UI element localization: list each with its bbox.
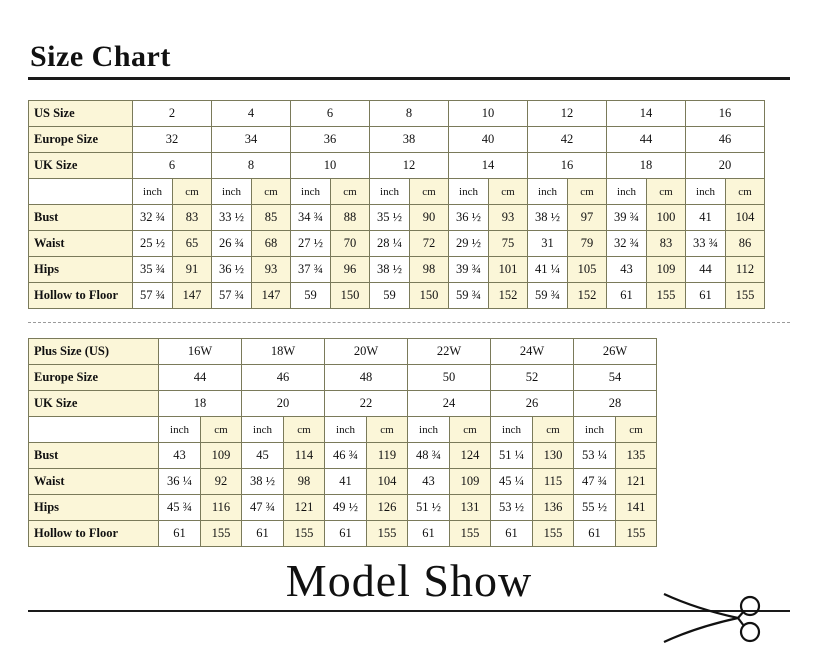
table-row <box>29 469 657 495</box>
measure-cm: 155 <box>647 283 686 309</box>
measure-inch: 61 <box>325 521 367 547</box>
table-row <box>29 283 765 309</box>
unit-row-label <box>29 417 159 443</box>
measure-inch: 41 ¼ <box>528 257 568 283</box>
measure-inch: 38 ½ <box>370 257 410 283</box>
measure-cm: 105 <box>568 257 607 283</box>
row-label: UK Size <box>29 391 159 417</box>
measure-cm: 115 <box>533 469 574 495</box>
unit-header: inch <box>408 417 450 443</box>
unit-header: inch <box>212 179 252 205</box>
size-value: 24 <box>408 391 491 417</box>
size-value: 6 <box>291 101 370 127</box>
size-value: 14 <box>607 101 686 127</box>
measure-inch: 59 <box>370 283 410 309</box>
measure-inch: 37 ¾ <box>291 257 331 283</box>
measure-inch: 38 ½ <box>528 205 568 231</box>
unit-header: cm <box>410 179 449 205</box>
row-label: Bust <box>29 205 133 231</box>
size-value: 36 <box>291 127 370 153</box>
table-row <box>29 153 765 179</box>
measure-cm: 109 <box>201 443 242 469</box>
size-value: 42 <box>528 127 607 153</box>
unit-header: cm <box>489 179 528 205</box>
measure-cm: 68 <box>252 231 291 257</box>
measure-cm: 86 <box>726 231 765 257</box>
measure-cm: 114 <box>284 443 325 469</box>
size-value: 44 <box>159 365 242 391</box>
measure-inch: 33 ¾ <box>686 231 726 257</box>
unit-header: inch <box>574 417 616 443</box>
measure-cm: 90 <box>410 205 449 231</box>
measure-cm: 98 <box>284 469 325 495</box>
measure-cm: 152 <box>489 283 528 309</box>
measure-cm: 116 <box>201 495 242 521</box>
table-row <box>29 521 657 547</box>
measure-inch: 53 ¼ <box>574 443 616 469</box>
unit-header: cm <box>568 179 607 205</box>
measure-inch: 34 ¾ <box>291 205 331 231</box>
unit-header: cm <box>367 417 408 443</box>
measure-cm: 155 <box>616 521 657 547</box>
measure-inch: 28 ¼ <box>370 231 410 257</box>
measure-inch: 36 ¼ <box>159 469 201 495</box>
table-row-units <box>29 417 657 443</box>
measure-cm: 147 <box>173 283 212 309</box>
row-label: UK Size <box>29 153 133 179</box>
size-value: 18 <box>607 153 686 179</box>
measure-cm: 126 <box>367 495 408 521</box>
measure-inch: 45 <box>242 443 284 469</box>
measure-cm: 131 <box>450 495 491 521</box>
measure-inch: 57 ¾ <box>133 283 173 309</box>
measure-cm: 93 <box>252 257 291 283</box>
measure-inch: 44 <box>686 257 726 283</box>
unit-header: cm <box>201 417 242 443</box>
measure-cm: 83 <box>173 205 212 231</box>
measure-inch: 49 ½ <box>325 495 367 521</box>
model-show-title: Model Show <box>285 555 533 606</box>
measure-inch: 43 <box>408 469 450 495</box>
measure-inch: 43 <box>159 443 201 469</box>
measure-inch: 35 ¾ <box>133 257 173 283</box>
measure-cm: 155 <box>533 521 574 547</box>
size-value: 8 <box>212 153 291 179</box>
measure-cm: 147 <box>252 283 291 309</box>
size-value: 12 <box>528 101 607 127</box>
row-label: US Size <box>29 101 133 127</box>
measure-cm: 65 <box>173 231 212 257</box>
measure-inch: 53 ½ <box>491 495 533 521</box>
size-value: 26W <box>574 339 657 365</box>
measure-cm: 75 <box>489 231 528 257</box>
size-value: 16 <box>528 153 607 179</box>
size-value: 16 <box>686 101 765 127</box>
measure-inch: 41 <box>686 205 726 231</box>
measure-cm: 155 <box>367 521 408 547</box>
measure-inch: 27 ½ <box>291 231 331 257</box>
measure-inch: 61 <box>408 521 450 547</box>
unit-header: cm <box>616 417 657 443</box>
unit-header: inch <box>370 179 410 205</box>
row-label: Hips <box>29 495 159 521</box>
measure-cm: 85 <box>252 205 291 231</box>
size-value: 54 <box>574 365 657 391</box>
measure-inch: 47 ¾ <box>574 469 616 495</box>
measure-inch: 61 <box>607 283 647 309</box>
scissors-icon <box>660 586 770 650</box>
measure-inch: 45 ¾ <box>159 495 201 521</box>
table-row <box>29 205 765 231</box>
size-value: 46 <box>686 127 765 153</box>
plus-size-table <box>28 338 657 547</box>
measure-cm: 98 <box>410 257 449 283</box>
table-row <box>29 257 765 283</box>
row-label: Hollow to Floor <box>29 283 133 309</box>
unit-header: cm <box>331 179 370 205</box>
measure-inch: 36 ½ <box>212 257 252 283</box>
size-value: 14 <box>449 153 528 179</box>
measure-cm: 79 <box>568 231 607 257</box>
unit-header: inch <box>242 417 284 443</box>
standard-size-table-wrapper <box>28 100 764 309</box>
measure-cm: 70 <box>331 231 370 257</box>
measure-cm: 124 <box>450 443 491 469</box>
measure-cm: 93 <box>489 205 528 231</box>
measure-cm: 152 <box>568 283 607 309</box>
size-value: 50 <box>408 365 491 391</box>
measure-inch: 39 ¾ <box>607 205 647 231</box>
measure-cm: 135 <box>616 443 657 469</box>
measure-inch: 51 ½ <box>408 495 450 521</box>
unit-row-label <box>29 179 133 205</box>
table-row <box>29 443 657 469</box>
size-value: 8 <box>370 101 449 127</box>
measure-cm: 112 <box>726 257 765 283</box>
section-divider <box>28 322 790 323</box>
row-label: Hips <box>29 257 133 283</box>
size-value: 18 <box>159 391 242 417</box>
size-value: 10 <box>291 153 370 179</box>
table-row <box>29 101 765 127</box>
unit-header: inch <box>159 417 201 443</box>
measure-inch: 51 ¼ <box>491 443 533 469</box>
row-label: Europe Size <box>29 127 133 153</box>
row-label: Europe Size <box>29 365 159 391</box>
unit-header: cm <box>533 417 574 443</box>
measure-cm: 109 <box>450 469 491 495</box>
size-value: 4 <box>212 101 291 127</box>
measure-inch: 39 ¾ <box>449 257 489 283</box>
row-label: Bust <box>29 443 159 469</box>
measure-cm: 155 <box>284 521 325 547</box>
unit-header: inch <box>686 179 726 205</box>
measure-inch: 31 <box>528 231 568 257</box>
measure-inch: 35 ½ <box>370 205 410 231</box>
size-value: 48 <box>325 365 408 391</box>
row-label: Plus Size (US) <box>29 339 159 365</box>
measure-inch: 61 <box>574 521 616 547</box>
unit-header: cm <box>252 179 291 205</box>
size-value: 44 <box>607 127 686 153</box>
measure-inch: 55 ½ <box>574 495 616 521</box>
unit-header: cm <box>173 179 212 205</box>
unit-header: inch <box>133 179 173 205</box>
measure-cm: 91 <box>173 257 212 283</box>
measure-cm: 72 <box>410 231 449 257</box>
size-value: 20W <box>325 339 408 365</box>
table-row <box>29 339 657 365</box>
measure-inch: 29 ½ <box>449 231 489 257</box>
measure-cm: 101 <box>489 257 528 283</box>
measure-inch: 48 ¾ <box>408 443 450 469</box>
page-title: Size Chart <box>30 40 171 73</box>
unit-header: cm <box>726 179 765 205</box>
measure-cm: 96 <box>331 257 370 283</box>
unit-header: inch <box>528 179 568 205</box>
measure-inch: 45 ¼ <box>491 469 533 495</box>
unit-header: inch <box>449 179 489 205</box>
table-row <box>29 231 765 257</box>
measure-inch: 38 ½ <box>242 469 284 495</box>
size-value: 28 <box>574 391 657 417</box>
measure-cm: 150 <box>331 283 370 309</box>
title-block <box>28 40 790 80</box>
title-divider <box>28 77 790 80</box>
table-row <box>29 391 657 417</box>
measure-inch: 47 ¾ <box>242 495 284 521</box>
measure-inch: 26 ¾ <box>212 231 252 257</box>
measure-inch: 25 ½ <box>133 231 173 257</box>
size-value: 40 <box>449 127 528 153</box>
measure-cm: 88 <box>331 205 370 231</box>
measure-cm: 97 <box>568 205 607 231</box>
unit-header: cm <box>647 179 686 205</box>
measure-cm: 92 <box>201 469 242 495</box>
size-value: 6 <box>133 153 212 179</box>
measure-cm: 121 <box>616 469 657 495</box>
measure-cm: 141 <box>616 495 657 521</box>
measure-cm: 109 <box>647 257 686 283</box>
row-label: Waist <box>29 231 133 257</box>
size-value: 22W <box>408 339 491 365</box>
measure-inch: 43 <box>607 257 647 283</box>
measure-inch: 61 <box>159 521 201 547</box>
table-row <box>29 495 657 521</box>
row-label: Hollow to Floor <box>29 521 159 547</box>
measure-inch: 32 ¾ <box>607 231 647 257</box>
measure-cm: 150 <box>410 283 449 309</box>
measure-inch: 61 <box>242 521 284 547</box>
size-value: 26 <box>491 391 574 417</box>
measure-inch: 33 ½ <box>212 205 252 231</box>
unit-header: inch <box>291 179 331 205</box>
row-label: Waist <box>29 469 159 495</box>
size-value: 18W <box>242 339 325 365</box>
measure-inch: 61 <box>686 283 726 309</box>
measure-inch: 61 <box>491 521 533 547</box>
measure-cm: 155 <box>450 521 491 547</box>
measure-inch: 59 ¾ <box>528 283 568 309</box>
measure-cm: 155 <box>726 283 765 309</box>
size-value: 10 <box>449 101 528 127</box>
table-row <box>29 127 765 153</box>
table-row <box>29 365 657 391</box>
unit-header: inch <box>325 417 367 443</box>
size-value: 22 <box>325 391 408 417</box>
plus-size-table-wrapper <box>28 338 652 547</box>
measure-cm: 119 <box>367 443 408 469</box>
measure-cm: 100 <box>647 205 686 231</box>
table-row-units <box>29 179 765 205</box>
unit-header: inch <box>491 417 533 443</box>
measure-cm: 121 <box>284 495 325 521</box>
size-value: 2 <box>133 101 212 127</box>
size-value: 46 <box>242 365 325 391</box>
size-value: 12 <box>370 153 449 179</box>
size-value: 34 <box>212 127 291 153</box>
measure-cm: 104 <box>367 469 408 495</box>
measure-inch: 59 <box>291 283 331 309</box>
measure-inch: 59 ¾ <box>449 283 489 309</box>
unit-header: cm <box>450 417 491 443</box>
size-value: 38 <box>370 127 449 153</box>
size-value: 20 <box>686 153 765 179</box>
size-value: 52 <box>491 365 574 391</box>
size-value: 16W <box>159 339 242 365</box>
unit-header: cm <box>284 417 325 443</box>
measure-inch: 46 ¾ <box>325 443 367 469</box>
measure-inch: 57 ¾ <box>212 283 252 309</box>
measure-inch: 36 ½ <box>449 205 489 231</box>
size-value: 20 <box>242 391 325 417</box>
size-value: 24W <box>491 339 574 365</box>
unit-header: inch <box>607 179 647 205</box>
measure-inch: 41 <box>325 469 367 495</box>
measure-cm: 83 <box>647 231 686 257</box>
measure-cm: 155 <box>201 521 242 547</box>
measure-cm: 130 <box>533 443 574 469</box>
measure-cm: 104 <box>726 205 765 231</box>
measure-cm: 136 <box>533 495 574 521</box>
size-value: 32 <box>133 127 212 153</box>
measure-inch: 32 ¾ <box>133 205 173 231</box>
standard-size-table <box>28 100 765 309</box>
